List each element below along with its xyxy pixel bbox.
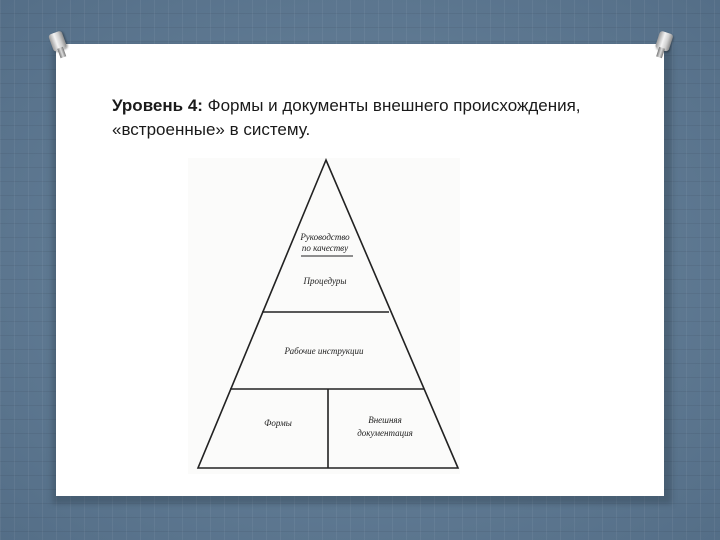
slide-title: [112, 94, 632, 142]
title-text: Формы и документы внешнего происхождения, «встроенные» в систему.: [112, 96, 581, 139]
title-prefix: Уровень 4:: [112, 96, 203, 115]
level-4-left-label: Формы: [264, 418, 292, 428]
document-pyramid-diagram: [188, 158, 460, 474]
level-4-right-label-line2: документация: [357, 428, 413, 438]
level-1-label-line2: по качеству: [301, 243, 349, 253]
level-3-label: Рабочие инструкции: [284, 346, 364, 356]
level-1-label-line1: Руководство: [300, 232, 350, 242]
level-2-label: Процедуры: [303, 276, 347, 286]
level-4-right-label-line1: Внешняя: [368, 415, 402, 425]
